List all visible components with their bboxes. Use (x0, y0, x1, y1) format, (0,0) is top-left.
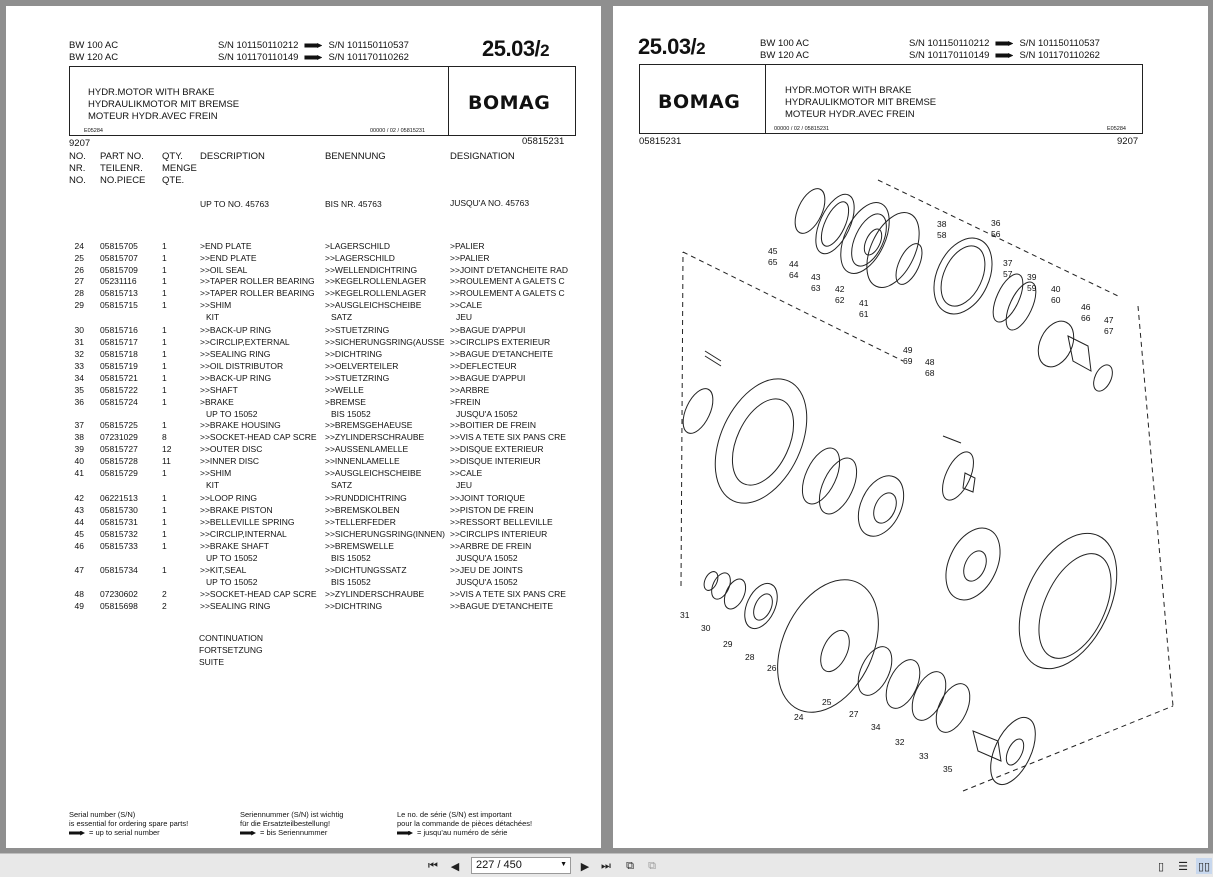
model-2: BW 120 AC (69, 52, 119, 63)
table-row (6, 420, 601, 432)
table-row (6, 529, 601, 541)
cell-des: JUSQU'A 15052 (456, 409, 518, 419)
fit-page-icon[interactable]: ⧉ (626, 859, 634, 872)
table-row (6, 517, 601, 529)
cell-part: 05815719 (100, 361, 138, 371)
cell-no: 40 (74, 456, 84, 466)
arrow-right-icon (995, 52, 1013, 59)
table-row (6, 337, 601, 349)
cell-desc: KIT (206, 480, 220, 490)
table-row (6, 565, 601, 577)
cell-qty: 1 (162, 300, 167, 310)
cell-part: 05815734 (100, 565, 138, 575)
cell-des: >>CALE (450, 300, 483, 310)
cell-ben: >>SICHERUNGSRING(INNEN) (325, 529, 445, 539)
cell-des: >>ROULEMENT A GALETS C (450, 276, 565, 286)
cell-ben: >>DICHTRING (325, 349, 383, 359)
cell-no: 24 (74, 241, 84, 251)
cell-desc: >>BACK-UP RING (200, 373, 272, 383)
cell-des: >>VIS A TETE SIX PANS CRE (450, 432, 566, 442)
arrow-right-icon (304, 54, 322, 61)
cell-des: >>PALIER (450, 253, 490, 263)
title-de: HYDRAULIKMOTOR MIT BREMSE (785, 97, 937, 108)
cell-qty: 1 (162, 361, 167, 371)
exploded-drawing-page (613, 6, 1208, 848)
table-row-sub (6, 577, 601, 589)
table-row (6, 325, 601, 337)
cell-desc: >>CIRCLIP,INTERNAL (200, 529, 287, 539)
parts-list-page (6, 6, 601, 848)
cell-qty: 1 (162, 541, 167, 551)
date-code: 9207 (69, 138, 91, 149)
callout-label: 41 61 (859, 298, 869, 319)
cell-part: 05815717 (100, 337, 138, 347)
cell-des: >>VIS A TETE SIX PANS CRE (450, 589, 566, 599)
upto-desc: UP TO NO. 45763 (200, 199, 269, 209)
cell-part: 05815705 (100, 241, 138, 251)
cell-des: >>ROULEMENT A GALETS C (450, 288, 565, 298)
bomag-logo: BOMAG (658, 91, 741, 113)
cell-qty: 1 (162, 529, 167, 539)
title-de: HYDRAULIKMOTOR MIT BREMSE (88, 99, 240, 110)
cell-des: >>ARBRE DE FREIN (450, 541, 532, 551)
callout-label: 25 (822, 697, 832, 707)
cell-qty: 1 (162, 276, 167, 286)
cell-desc: >>BACK-UP RING (200, 325, 272, 335)
cell-no: 33 (74, 361, 84, 371)
continuous-view-icon[interactable]: ☰ (1178, 860, 1188, 873)
cell-ben: >>WELLENDICHTRING (325, 265, 418, 275)
callout-label: 49 69 (903, 345, 913, 366)
footer-en: Serial number (S/N) is essential for ordering spare parts! = up to serial number (69, 810, 189, 837)
cell-ben: >BREMSE (325, 397, 366, 407)
table-row (6, 385, 601, 397)
fit-width-icon[interactable]: ⧉ (648, 859, 656, 872)
cell-des: JEU (456, 312, 473, 322)
cell-des: >>BAGUE D'APPUI (450, 373, 526, 383)
cell-qty: 1 (162, 337, 167, 347)
cell-qty: 1 (162, 349, 167, 359)
cell-part: 05815727 (100, 444, 138, 454)
cell-des: >PALIER (450, 241, 485, 251)
callout-label: 28 (745, 652, 755, 662)
callout-label: 47 67 (1104, 315, 1114, 336)
cell-desc: >>LOOP RING (200, 493, 258, 503)
callout-label: 33 (919, 751, 929, 761)
single-page-view-icon[interactable]: ▯ (1157, 860, 1165, 873)
cell-des: JUSQU'A 15052 (456, 577, 518, 587)
cell-no: 27 (74, 276, 84, 286)
header-qty: QTY. MENGE QTE. (162, 151, 197, 186)
cell-des: JUSQU'A 15052 (456, 553, 518, 563)
cell-des: >>DISQUE INTERIEUR (450, 456, 541, 466)
cell-part: 05231116 (100, 276, 137, 286)
cell-des: >>RESSORT BELLEVILLE (450, 517, 553, 527)
header-benennung: BENENNUNG (325, 151, 386, 162)
table-row (6, 541, 601, 553)
arrow-right-icon (995, 40, 1013, 47)
cell-ben: >>BREMSKOLBEN (325, 505, 400, 515)
arrow-right-icon (240, 831, 256, 836)
cell-qty: 1 (162, 505, 167, 515)
cell-desc: >BRAKE (200, 397, 234, 407)
cell-des: >>BAGUE D'ETANCHEITE (450, 601, 554, 611)
title-block (69, 66, 576, 136)
cell-des: >>JEU DE JOINTS (450, 565, 523, 575)
cell-des: >>JOINT TORIQUE (450, 493, 526, 503)
cell-no: 32 (74, 349, 84, 359)
cell-qty: 8 (162, 432, 167, 442)
drawing-number: 05815231 (522, 136, 565, 147)
callout-label: 30 (701, 623, 711, 633)
cell-no: 41 (74, 468, 84, 478)
cell-no: 36 (74, 397, 84, 407)
cell-ben: >>KEGELROLLENLAGER (325, 276, 427, 286)
table-row (6, 349, 601, 361)
cell-desc: >>BRAKE HOUSING (200, 420, 281, 430)
cell-qty: 1 (162, 373, 167, 383)
cell-part: 07230602 (100, 589, 138, 599)
cell-ben: >>TELLERFEDER (325, 517, 396, 527)
callout-label: 38 58 (937, 219, 947, 240)
cell-desc: UP TO 15052 (206, 553, 258, 563)
cell-no: 42 (74, 493, 84, 503)
cell-ben: >>BREMSGEHAEUSE (325, 420, 413, 430)
model-1: BW 100 AC (760, 38, 810, 49)
cell-qty: 1 (162, 420, 167, 430)
callout-label: 48 68 (925, 357, 935, 378)
cell-ben: BIS 15052 (331, 553, 371, 563)
header-no: NO. NR. NO. (69, 151, 86, 186)
cell-part: 05815728 (100, 456, 138, 466)
serial-range-1: S/N 101150110212 S/N 101150110537 (218, 40, 409, 51)
table-row (6, 468, 601, 480)
callout-label: 35 (943, 764, 953, 774)
cell-ben: >>DICHTUNGSSATZ (325, 565, 407, 575)
cell-desc: >>END PLATE (200, 253, 257, 263)
cell-desc: >>TAPER ROLLER BEARING (200, 288, 315, 298)
table-row (6, 444, 601, 456)
cell-ben: >LAGERSCHILD (325, 241, 390, 251)
table-row (6, 373, 601, 385)
table-row (6, 601, 601, 613)
serial-range-1: S/N 101150110212 S/N 101150110537 (909, 38, 1100, 49)
callout-label: 40 60 (1051, 284, 1061, 305)
cell-qty: 1 (162, 517, 167, 527)
title-en: HYDR.MOTOR WITH BRAKE (88, 87, 215, 98)
cell-no: 45 (74, 529, 84, 539)
header-designation: DESIGNATION (450, 151, 515, 162)
cell-desc: >>BELLEVILLE SPRING (200, 517, 295, 527)
cell-part: 05815713 (100, 288, 138, 298)
cell-desc: >>CIRCLIP,EXTERNAL (200, 337, 290, 347)
cell-qty: 2 (162, 601, 167, 611)
cell-part: 05815731 (100, 517, 138, 527)
cell-ben: >>DICHTRING (325, 601, 383, 611)
table-row-sub (6, 480, 601, 492)
cell-desc: >>SEALING RING (200, 349, 271, 359)
cell-des: >>BAGUE D'APPUI (450, 325, 526, 335)
chevron-down-icon: ▼ (560, 861, 567, 868)
cell-no: 29 (74, 300, 84, 310)
footer-fr: Le no. de série (S/N) est important pour la commande de pièces détachées! = jusqu'au numéro de série (397, 810, 533, 837)
callout-label: 43 63 (811, 272, 821, 293)
cell-no: 26 (74, 265, 84, 275)
cell-qty: 12 (162, 444, 172, 454)
cell-des: >>CIRCLIPS INTERIEUR (450, 529, 548, 539)
table-row (6, 253, 601, 265)
table-row (6, 361, 601, 373)
previous-page-icon[interactable]: ◀ (450, 860, 460, 873)
cell-ben: >>INNENLAMELLE (325, 456, 400, 466)
table-row (6, 493, 601, 505)
callout-label: 37 57 (1003, 258, 1013, 279)
next-page-icon[interactable]: ▶ (580, 860, 590, 873)
table-row (6, 241, 601, 253)
cell-ben: >>STUETZRING (325, 325, 390, 335)
cell-ben: >>SICHERUNGSRING(AUSSE (325, 337, 445, 347)
arrow-right-icon (397, 831, 413, 836)
ref-small: 00000 / 02 / 05815231 (370, 128, 426, 134)
cell-no: 49 (74, 601, 84, 611)
model-2: BW 120 AC (760, 50, 810, 61)
cell-ben: >>LAGERSCHILD (325, 253, 395, 263)
cell-part: 06221513 (100, 493, 138, 503)
bomag-logo: BOMAG (468, 92, 551, 114)
cell-no: 46 (74, 541, 84, 551)
cell-desc: UP TO 15052 (206, 409, 258, 419)
table-row (6, 505, 601, 517)
cell-des: >>ARBRE (450, 385, 490, 395)
cell-no: 31 (74, 337, 84, 347)
cell-des: >>DEFLECTEUR (450, 361, 517, 371)
cell-ben: >>ZYLINDERSCHRAUBE (325, 432, 425, 442)
cell-desc: >>SHAFT (200, 385, 238, 395)
cell-qty: 1 (162, 241, 167, 251)
cell-desc: >>TAPER ROLLER BEARING (200, 276, 315, 286)
cell-part: 05815715 (100, 300, 138, 310)
cell-qty: 1 (162, 288, 167, 298)
cell-qty: 1 (162, 565, 167, 575)
serial-range-2: S/N 101170110149 S/N 101170110262 (909, 50, 1100, 61)
callout-label: 29 (723, 639, 733, 649)
cell-qty: 1 (162, 493, 167, 503)
callout-label: 26 (767, 663, 777, 673)
cell-ben: SATZ (331, 480, 353, 490)
cell-part: 05815698 (100, 601, 138, 611)
cell-part: 05815718 (100, 349, 138, 359)
cell-desc: >>BRAKE SHAFT (200, 541, 269, 551)
footer-de: Seriennummer (S/N) ist wichtig für die Ersatzteilbestellung! = bis Seriennummer (240, 810, 344, 837)
cell-des: >FREIN (450, 397, 481, 407)
callout-label: 24 (794, 712, 804, 722)
cell-part: 07231029 (100, 432, 138, 442)
two-page-view-icon[interactable]: ▯▯ (1196, 858, 1212, 874)
table-row (6, 276, 601, 288)
callout-label: 46 66 (1081, 302, 1091, 323)
cell-des: >>CALE (450, 468, 483, 478)
cell-desc: >>SHIM (200, 468, 232, 478)
cell-no: 37 (74, 420, 84, 430)
table-row (6, 288, 601, 300)
cell-part: 05815722 (100, 385, 138, 395)
cell-qty: 1 (162, 397, 167, 407)
cell-no: 39 (74, 444, 84, 454)
arrow-right-icon (304, 42, 322, 49)
cell-desc: >>SHIM (200, 300, 232, 310)
callout-label: 39 59 (1027, 272, 1037, 293)
cell-no: 44 (74, 517, 84, 527)
table-row (6, 300, 601, 312)
cell-no: 47 (74, 565, 84, 575)
cell-part: 05815707 (100, 253, 138, 263)
arrow-right-icon (69, 831, 85, 836)
cell-part: 05815730 (100, 505, 138, 515)
cell-ben: >>AUSGLEICHSCHEIBE (325, 468, 422, 478)
cell-desc: >>KIT,SEAL (200, 565, 247, 575)
cell-des: >>DISQUE EXTERIEUR (450, 444, 544, 454)
drawing-number: 05815231 (639, 136, 682, 147)
cell-des: >>CIRCLIPS EXTERIEUR (450, 337, 551, 347)
header-part: PART NO. TEILENR. NO.PIECE (100, 151, 146, 186)
header-description: DESCRIPTION (200, 151, 265, 162)
cell-ben: >>OELVERTEILER (325, 361, 399, 371)
callout-label: 36 56 (991, 218, 1001, 239)
cell-part: 05815733 (100, 541, 138, 551)
cell-no: 25 (74, 253, 84, 263)
title-en: HYDR.MOTOR WITH BRAKE (785, 85, 912, 96)
cell-desc: >>INNER DISC (200, 456, 260, 466)
exploded-view-drawing (613, 146, 1208, 846)
ref-small: 00000 / 02 / 05815231 (774, 126, 830, 132)
table-row-sub (6, 312, 601, 324)
code-small: E05284 (1107, 126, 1126, 132)
callout-label: 32 (895, 737, 905, 747)
continuation-note: CONTINUATION FORTSETZUNG SUITE (199, 633, 264, 667)
callout-label: 31 (680, 610, 690, 620)
date-code: 9207 (1117, 136, 1139, 147)
table-row (6, 397, 601, 409)
cell-des: JEU (456, 480, 473, 490)
cell-no: 48 (74, 589, 84, 599)
cell-no: 35 (74, 385, 84, 395)
cell-ben: >>BREMSWELLE (325, 541, 394, 551)
title-block (639, 64, 1143, 134)
cell-ben: SATZ (331, 312, 353, 322)
upto-des: JUSQU'A NO. 45763 (450, 198, 530, 208)
cell-des: >>JOINT D'ETANCHEITE RAD (450, 265, 568, 275)
cell-ben: BIS 15052 (331, 577, 371, 587)
cell-part: 05815724 (100, 397, 138, 407)
cell-qty: 1 (162, 265, 167, 275)
cell-qty: 2 (162, 589, 167, 599)
cell-part: 05815716 (100, 325, 138, 335)
cell-no: 34 (74, 373, 84, 383)
cell-desc: >>SEALING RING (200, 601, 271, 611)
page-number: 25.03/2 (638, 34, 706, 59)
cell-part: 05815721 (100, 373, 138, 383)
page-number: 25.03/2 (482, 36, 550, 61)
title-fr: MOTEUR HYDR.AVEC FREIN (88, 111, 218, 122)
cell-part: 05815729 (100, 468, 138, 478)
callout-label: 44 64 (789, 259, 799, 280)
cell-desc: >>SOCKET-HEAD CAP SCRE (200, 589, 317, 599)
cell-des: >>BOITIER DE FREIN (450, 420, 536, 430)
cell-no: 38 (74, 432, 84, 442)
cell-desc: >>SOCKET-HEAD CAP SCRE (200, 432, 317, 442)
cell-part: 05815725 (100, 420, 138, 430)
cell-part: 05815709 (100, 265, 138, 275)
table-row-sub (6, 553, 601, 565)
cell-ben: >>KEGELROLLENLAGER (325, 288, 427, 298)
cell-qty: 1 (162, 325, 167, 335)
cell-ben: >>AUSGLEICHSCHEIBE (325, 300, 422, 310)
title-fr: MOTEUR HYDR.AVEC FREIN (785, 109, 915, 120)
cell-desc: >>OIL SEAL (200, 265, 248, 275)
first-page-icon[interactable]: ⏮ (428, 859, 438, 872)
cell-qty: 1 (162, 385, 167, 395)
cell-des: >>BAGUE D'ETANCHEITE (450, 349, 554, 359)
table-row (6, 432, 601, 444)
cell-desc: UP TO 15052 (206, 577, 258, 587)
callout-label: 27 (849, 709, 859, 719)
page-indicator: 227 / 450 (476, 859, 522, 871)
cell-no: 43 (74, 505, 84, 515)
cell-ben: >>RUNDDICHTRING (325, 493, 407, 503)
cell-desc: >END PLATE (200, 241, 252, 251)
cell-qty: 11 (162, 456, 171, 466)
cell-des: >>PISTON DE FREIN (450, 505, 534, 515)
page-selector[interactable] (471, 857, 571, 874)
cell-ben: >>WELLE (325, 385, 364, 395)
cell-desc: KIT (206, 312, 220, 322)
table-row (6, 456, 601, 468)
cell-desc: >>BRAKE PISTON (200, 505, 273, 515)
cell-ben: >>AUSSENLAMELLE (325, 444, 409, 454)
model-1: BW 100 AC (69, 40, 119, 51)
callout-label: 45 65 (768, 246, 778, 267)
code-small: E05284 (84, 128, 103, 134)
cell-qty: 1 (162, 253, 167, 263)
serial-range-2: S/N 101170110149 S/N 101170110262 (218, 52, 409, 63)
cell-desc: >>OUTER DISC (200, 444, 263, 454)
table-row (6, 589, 601, 601)
cell-ben: >>STUETZRING (325, 373, 390, 383)
cell-part: 05815732 (100, 529, 138, 539)
cell-no: 30 (74, 325, 84, 335)
cell-no: 28 (74, 288, 84, 298)
callout-label: 34 (871, 722, 881, 732)
upto-ben: BIS NR. 45763 (325, 199, 382, 209)
last-page-icon[interactable]: ⏭ (601, 859, 611, 872)
cell-qty: 1 (162, 468, 167, 478)
cell-ben: >>ZYLINDERSCHRAUBE (325, 589, 425, 599)
callout-label: 42 62 (835, 284, 845, 305)
viewer-toolbar (0, 853, 1213, 877)
cell-ben: BIS 15052 (331, 409, 371, 419)
cell-desc: >>OIL DISTRIBUTOR (200, 361, 284, 371)
